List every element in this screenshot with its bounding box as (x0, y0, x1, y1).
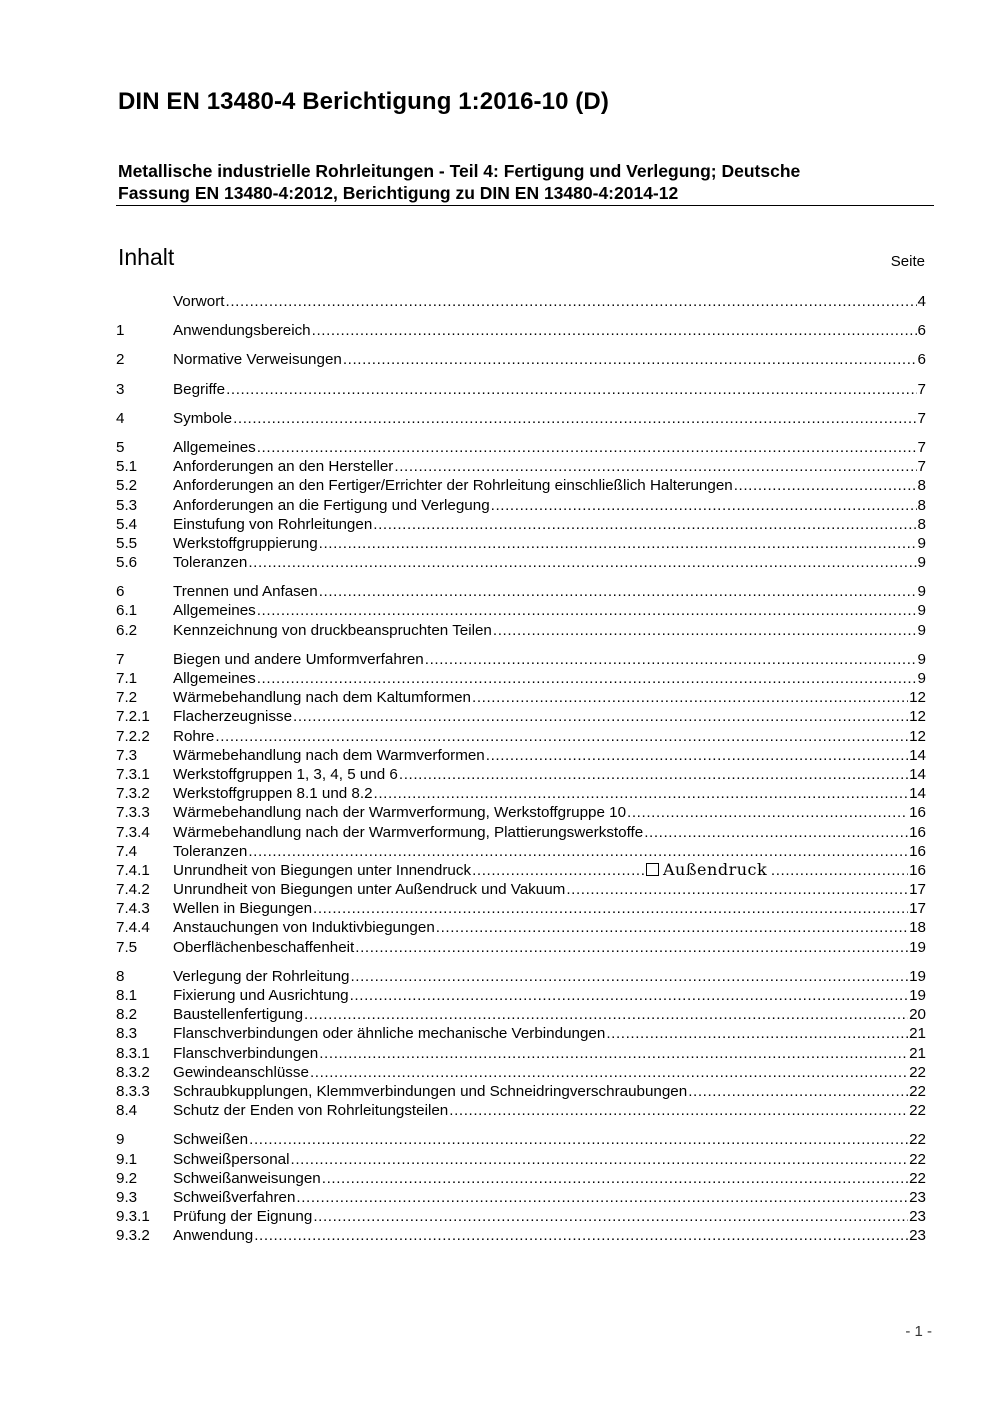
toc-entry-number: 9.2 (116, 1169, 138, 1187)
toc-entry[interactable] (116, 823, 926, 842)
toc-entry-title: Schweißanweisungen (173, 1169, 321, 1187)
toc-entry[interactable] (116, 409, 926, 428)
subtitle-line: Metallische industrielle Rohrleitungen - Teil 4: Fertigung und Verlegung; Deutsche (118, 161, 801, 181)
toc-entry-leader (491, 496, 917, 515)
toc-entry-title: Gewindeanschlüsse (173, 1063, 309, 1081)
toc-group (116, 380, 926, 399)
toc-group (116, 350, 926, 369)
toc-entry-title: Trennen und Anfasen (173, 583, 318, 601)
toc-entry-leader (734, 476, 917, 495)
toc-entry-page: 9 (917, 670, 926, 687)
toc-entry-page: 16 (909, 842, 926, 860)
toc-entry-leader (319, 582, 917, 601)
toc-entry-page: 7 (917, 438, 926, 456)
toc-entry-number: 8.4 (116, 1102, 138, 1120)
toc-entry[interactable] (116, 899, 926, 918)
toc-entry-title: Allgemeines (173, 438, 256, 456)
toc-entry[interactable] (116, 534, 926, 553)
toc-entry[interactable] (116, 621, 926, 640)
toc-entry[interactable] (116, 1082, 926, 1101)
toc-entry-leader (313, 899, 908, 918)
toc-entry-number: 5.3 (116, 496, 138, 514)
toc-entry[interactable] (116, 688, 926, 707)
toc-entry[interactable] (116, 1169, 926, 1188)
toc-entry-title: Verlegung der Rohrleitung (173, 967, 350, 985)
toc-entry[interactable] (116, 1044, 926, 1063)
toc-entry[interactable] (116, 476, 926, 495)
toc-entry-leader (493, 621, 917, 640)
toc-entry[interactable] (116, 380, 926, 399)
toc-entry-number: 5.4 (116, 515, 138, 533)
toc-entry-number: 9.1 (116, 1150, 138, 1168)
toc-entry-title: Werkstoffgruppen 8.1 und 8.2 (173, 785, 373, 803)
toc-entry-leader (226, 292, 917, 311)
toc-entry-page: 22 (909, 1169, 926, 1187)
toc-entry-title: Schraubkupplungen, Klemmverbindungen und Schneidringverschraubungen (173, 1082, 688, 1100)
toc-entry-number: 9.3.2 (116, 1227, 150, 1245)
toc-entry-title: Wärmebehandlung nach der Warmverformung, Plattierungswerkstoffe (173, 823, 644, 841)
toc-entry[interactable] (116, 1101, 926, 1120)
toc-entry-page: 23 (909, 1227, 926, 1245)
toc-group (116, 292, 926, 311)
toc-entry[interactable] (116, 1207, 926, 1226)
toc-entry-leader (606, 1024, 908, 1043)
toc-entry-number: 7.5 (116, 938, 138, 956)
toc-entry-number: 9 (116, 1131, 125, 1149)
toc-entry-number: 7.3 (116, 746, 138, 764)
toc-entry[interactable] (116, 938, 926, 957)
toc-entry-number: 7.3.2 (116, 785, 150, 803)
toc-entry-title: Allgemeines (173, 602, 256, 620)
toc-entry-leader (215, 727, 908, 746)
toc-entry-number: 7.4.4 (116, 919, 150, 937)
toc-entry-page: 18 (909, 919, 926, 937)
toc-entry-number: 7.2.2 (116, 727, 150, 745)
toc-entry-page: 23 (909, 1188, 926, 1206)
toc-entry-number: 7.4.1 (116, 861, 150, 879)
toc-group (116, 409, 926, 428)
toc-group (116, 967, 926, 1121)
annotation-text: Außendruck (663, 859, 768, 879)
toc-entry-number: 8.3.1 (116, 1044, 150, 1062)
toc-entry[interactable] (116, 438, 926, 457)
toc-entry-leader (319, 534, 917, 553)
toc-entry-leader (233, 409, 916, 428)
toc-entry-page: 7 (917, 409, 926, 427)
toc-entry-number: 9.3.1 (116, 1208, 150, 1226)
toc-entry-number: 5.6 (116, 554, 138, 572)
toc-entry-title: Symbole (173, 409, 233, 427)
toc-entry-leader (248, 553, 916, 572)
toc-entry-number: 9.3 (116, 1188, 138, 1206)
toc-entry-leader (249, 1130, 908, 1149)
toc-group (116, 650, 926, 957)
toc-entry-leader (296, 1188, 908, 1207)
toc-entry-title: Unrundheit von Biegungen unter Außendruck und Vakuum (173, 881, 566, 899)
toc-entry-title: Flanschverbindungen oder ähnliche mechanische Verbindungen (173, 1025, 606, 1043)
toc-group (116, 1130, 926, 1245)
toc-entry-leader (304, 1005, 908, 1024)
toc-entry-title: Werkstoffgruppierung (173, 534, 318, 552)
toc-entry-title: Biegen und andere Umformverfahren (173, 650, 424, 668)
toc-entry-title: Kennzeichnung von druckbeanspruchten Teilen (173, 621, 492, 639)
toc-entry-number: 3 (116, 380, 125, 398)
toc-entry-page: 19 (909, 938, 926, 956)
toc-entry-title: Wärmebehandlung nach dem Kaltumformen (173, 689, 472, 707)
toc-entry-leader (374, 784, 909, 803)
toc-entry[interactable] (116, 765, 926, 784)
toc-entry-number: 7.3.3 (116, 804, 150, 822)
toc-entry-number: 6 (116, 583, 125, 601)
toc-entry-number: 5.2 (116, 477, 138, 495)
toc-entry[interactable] (116, 1130, 926, 1149)
toc-entry-title: Wellen in Biegungen (173, 900, 313, 918)
toc-entry-leader (486, 746, 908, 765)
toc-entry-page: 14 (909, 785, 926, 803)
toc-entry-number: 7.3.4 (116, 823, 150, 841)
toc-entry[interactable] (116, 861, 926, 880)
toc-entry-title: Begriffe (173, 380, 226, 398)
toc-entry-page: 8 (917, 496, 926, 514)
toc-entry[interactable] (116, 1188, 926, 1207)
toc-entry-number: 5 (116, 438, 125, 456)
toc-entry-page: 16 (909, 804, 926, 822)
toc-entry-title: Anwendungsbereich (173, 322, 311, 340)
subtitle-line: Fassung EN 13480-4:2012, Berichtigung zu DIN EN 13480-4:2014-12 (118, 183, 679, 203)
toc-entry-page: 9 (917, 650, 926, 668)
toc-entry-page: 14 (909, 746, 926, 764)
toc-entry-page: 9 (917, 583, 926, 601)
toc-entry[interactable] (116, 292, 926, 311)
toc-entry-title: Wärmebehandlung nach dem Warmverformen (173, 746, 485, 764)
toc-entry-leader (449, 1101, 908, 1120)
toc-entry-page: 16 (909, 861, 926, 879)
toc-entry-number: 8.3.3 (116, 1082, 150, 1100)
toc-entry[interactable] (116, 746, 926, 765)
toc-entry-page: 12 (909, 727, 926, 745)
toc-entry-leader (257, 669, 917, 688)
toc-entry-page: 8 (917, 477, 926, 495)
toc-entry[interactable] (116, 350, 926, 369)
toc-entry-page: 9 (917, 534, 926, 552)
toc-entry[interactable] (116, 457, 926, 476)
toc-entry[interactable] (116, 582, 926, 601)
toc-entry-leader (688, 1082, 908, 1101)
toc-entry-page: 22 (909, 1063, 926, 1081)
toc-entry-title: Baustellenfertigung (173, 1006, 304, 1024)
toc-entry-page: 9 (917, 602, 926, 620)
toc-entry-leader (313, 1207, 908, 1226)
toc-group (116, 582, 926, 640)
toc-entry[interactable] (116, 1024, 926, 1043)
toc-entry-leader (425, 650, 917, 669)
toc-entry-page: 8 (917, 515, 926, 533)
toc-entry[interactable] (116, 321, 926, 340)
toc-entry-page: 21 (909, 1044, 926, 1062)
toc-entry-title: Einstufung von Rohrleitungen (173, 515, 373, 533)
toc-entry-page: 16 (909, 823, 926, 841)
toc-entry-number: 8.3.2 (116, 1063, 150, 1081)
toc-entry-leader (310, 1063, 908, 1082)
toc-entry-number: 7.1 (116, 670, 138, 687)
toc-entry-page: 23 (909, 1208, 926, 1226)
toc-entry-title: Schweißpersonal (173, 1150, 290, 1168)
toc-entry-title: Anstauchungen von Induktivbiegungen (173, 919, 435, 937)
toc-entry-leader (394, 457, 916, 476)
toc-entry-number: 4 (116, 409, 125, 427)
toc-entry-page: 20 (909, 1006, 926, 1024)
toc-entry-title: Wärmebehandlung nach der Warmverformung, Werkstoffgruppe 10 (173, 804, 627, 822)
toc-entry-leader (399, 765, 908, 784)
toc-entry-leader (343, 350, 917, 369)
toc-entry-page: 7 (917, 380, 926, 398)
toc-entry-page: 6 (917, 351, 926, 369)
toc-entry-page: 22 (909, 1102, 926, 1120)
toc-entry-leader (322, 1169, 908, 1188)
toc-entry-number: 1 (116, 322, 125, 340)
toc-heading: Inhalt (118, 244, 175, 270)
toc-entry[interactable] (116, 553, 926, 572)
toc-entry-page: 14 (909, 765, 926, 783)
toc-entry-leader (472, 688, 908, 707)
toc-entry-leader (226, 380, 916, 399)
toc-entry-number: 7.4.2 (116, 881, 150, 899)
toc-entry-title: Normative Verweisungen (173, 351, 342, 369)
toc-entry[interactable] (116, 1226, 926, 1245)
toc-entry-leader (248, 842, 908, 861)
toc-entry-page: 19 (909, 967, 926, 985)
toc-entry-page: 9 (917, 554, 926, 572)
toc-entry-title: Toleranzen (173, 554, 248, 572)
toc-entry-leader (644, 823, 908, 842)
toc-entry-leader (436, 918, 908, 937)
toc-entry[interactable] (116, 707, 926, 726)
toc-entry-title: Anforderungen an die Fertigung und Verlegung (173, 496, 490, 514)
toc-entry-number: 2 (116, 351, 125, 369)
toc-entry-number: 7.4.3 (116, 900, 150, 918)
toc-entry-number: 8.1 (116, 987, 138, 1004)
document-title: DIN EN 13480-4 Berichtigung 1:2016-10 (D) (118, 88, 609, 115)
toc-entry-page: 17 (909, 900, 926, 918)
toc-entry-title: Oberflächenbeschaffenheit (173, 938, 355, 956)
checkbox-icon (646, 863, 659, 876)
toc-entry-leader (293, 707, 908, 726)
toc-entry-page: 12 (909, 708, 926, 726)
toc-page-column-heading: Seite (890, 253, 925, 270)
toc-entry-page: 12 (909, 689, 926, 707)
toc-entry[interactable] (116, 496, 926, 515)
toc-entry-page: 17 (909, 881, 926, 899)
toc-entry[interactable] (116, 986, 926, 1005)
toc-entry-leader (254, 1226, 908, 1245)
toc-entry-number: 6.1 (116, 602, 138, 620)
toc-entry-number: 8 (116, 967, 125, 985)
toc-entry-title: Schweißverfahren (173, 1188, 296, 1206)
toc-entry[interactable] (116, 918, 926, 937)
toc-entry[interactable] (116, 669, 926, 688)
toc-entry[interactable] (116, 1005, 926, 1024)
toc-entry-title: Anforderungen an den Fertiger/Errichter der Rohrleitung einschließlich Halterungen (173, 477, 733, 495)
toc-entry-title: Allgemeines (173, 670, 256, 687)
toc-entry-leader (312, 321, 917, 340)
toc-entry-page: 21 (909, 1025, 926, 1043)
toc-entry-leader (355, 938, 908, 957)
annotation-stamp (646, 860, 769, 878)
toc-entry-leader (350, 986, 908, 1005)
toc-entry-number: 7.2 (116, 689, 138, 707)
toc-entry[interactable] (116, 1150, 926, 1169)
toc-entry-number: 7.4 (116, 842, 138, 860)
toc-entry-leader (291, 1150, 909, 1169)
toc-entry-number: 8.2 (116, 1006, 138, 1024)
toc-entry-leader (627, 803, 908, 822)
toc-entry-number: 8.3 (116, 1025, 138, 1043)
toc-entry[interactable] (116, 727, 926, 746)
toc-entry-page: 22 (909, 1150, 926, 1168)
toc-entry-leader (257, 438, 917, 457)
toc-entry-page: 22 (909, 1082, 926, 1100)
toc-entry-number: 7 (116, 650, 125, 668)
toc-entry-number: 7.2.1 (116, 708, 150, 726)
toc-entry[interactable] (116, 601, 926, 620)
toc-entry-page: 9 (917, 621, 926, 639)
toc-group (116, 438, 926, 572)
toc-entry-title: Toleranzen (173, 842, 248, 860)
toc-entry-title: Werkstoffgruppen 1, 3, 4, 5 und 6 (173, 765, 398, 783)
toc-entry-leader (350, 967, 908, 986)
toc-entry-leader (257, 601, 917, 620)
toc-entry-title: Prüfung der Eignung (173, 1208, 313, 1226)
toc-entry-title: Schutz der Enden von Rohrleitungsteilen (173, 1102, 449, 1120)
toc-entry[interactable] (116, 650, 926, 669)
toc-entry-number: 7.3.1 (116, 765, 150, 783)
toc-entry-page: 7 (917, 458, 926, 476)
toc-group (116, 321, 926, 340)
table-of-contents (116, 292, 926, 1255)
toc-entry-title: Schweißen (173, 1131, 249, 1149)
toc-entry[interactable] (116, 515, 926, 534)
toc-entry-page: 6 (917, 322, 926, 340)
toc-entry[interactable] (116, 967, 926, 986)
toc-entry-title: Fixierung und Ausrichtung (173, 987, 349, 1004)
title-divider (116, 205, 934, 206)
toc-entry-title: Vorwort (173, 293, 225, 310)
toc-entry-leader (319, 1044, 908, 1063)
toc-entry-leader (373, 515, 916, 534)
toc-entry-title: Anforderungen an den Hersteller (173, 458, 394, 476)
toc-entry[interactable] (116, 842, 926, 861)
toc-entry-number: 6.2 (116, 621, 138, 639)
toc-entry-page: 22 (909, 1131, 926, 1149)
toc-entry-number: 5.1 (116, 458, 138, 476)
toc-entry-title: Flanschverbindungen (173, 1044, 319, 1062)
toc-entry-page: 4 (917, 293, 926, 310)
toc-entry-number: 5.5 (116, 534, 138, 552)
toc-entry-title: Unrundheit von Biegungen unter Innendruck (173, 861, 472, 879)
toc-entry[interactable] (116, 880, 926, 899)
toc-entry-title: Rohre (173, 727, 215, 745)
document-subtitle (118, 160, 938, 204)
toc-entry-title: Flacherzeugnisse (173, 708, 293, 726)
toc-entry[interactable] (116, 803, 926, 822)
page-number: - 1 - (905, 1323, 932, 1340)
toc-entry-leader (566, 880, 908, 899)
toc-entry-title: Anwendung (173, 1227, 254, 1245)
toc-entry[interactable] (116, 1063, 926, 1082)
toc-entry[interactable] (116, 784, 926, 803)
toc-entry-page: 19 (909, 987, 926, 1004)
